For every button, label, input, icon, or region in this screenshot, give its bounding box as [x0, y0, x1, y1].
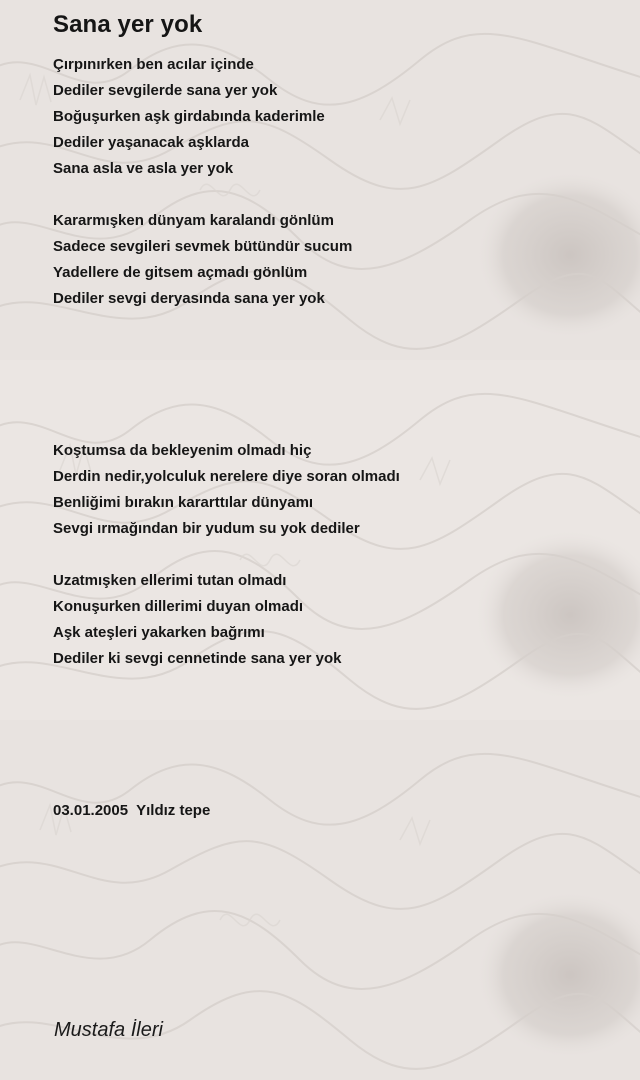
poem-line: Konuşurken dillerimi duyan olmadı: [53, 598, 304, 615]
poem-line: Benliğimi bırakın kararttılar dünyamı: [53, 494, 314, 511]
poem-line: Koştumsa da bekleyenim olmadı hiç: [53, 442, 312, 459]
poem-line: Yadellere de gitsem açmadı gönlüm: [53, 264, 308, 281]
poem-line: Dediler sevgi deryasında sana yer yok: [53, 290, 325, 307]
poem-line: Kararmışken dünyam karalandı gönlüm: [53, 212, 334, 229]
poem-title: Sana yer yok: [53, 11, 203, 38]
poem-line: Sevgi ırmağından bir yudum su yok dediler: [53, 520, 360, 537]
poem-line: Çırpınırken ben acılar içinde: [53, 56, 254, 73]
poem-line: Aşk ateşleri yakarken bağrımı: [53, 624, 265, 641]
poem-line: Sadece sevgileri sevmek bütündür sucum: [53, 238, 353, 255]
poem-date-place: 03.01.2005 Yıldız tepe: [53, 802, 211, 819]
poem-line: Uzatmışken ellerimi tutan olmadı: [53, 572, 287, 589]
poem-line: Dediler sevgilerde sana yer yok: [53, 82, 278, 99]
poem-author: Mustafa İleri: [54, 1019, 163, 1041]
poem-line: Dediler ki sevgi cennetinde sana yer yok: [53, 650, 342, 667]
poem-line: Sana asla ve asla yer yok: [53, 160, 234, 177]
poem-line: Derdin nedir,yolculuk nerelere diye soran olmadı: [53, 468, 400, 485]
poem-line: Boğuşurken aşk girdabında kaderimle: [53, 108, 325, 125]
poem-line: Dediler yaşanacak aşklarda: [53, 134, 249, 151]
